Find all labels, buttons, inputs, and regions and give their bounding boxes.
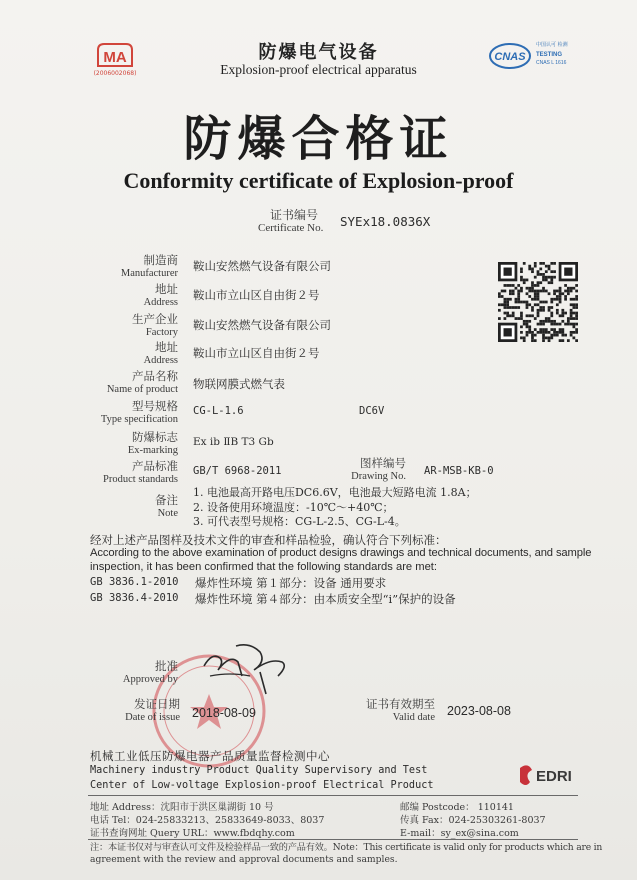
label-product-name: 产品名称 Name of product bbox=[106, 369, 178, 395]
label-product-std: 产品标准 Product standards bbox=[103, 459, 178, 485]
statement-en-1: According to the above examination of product designs drawings and technical documents, and sample bbox=[90, 547, 592, 559]
signature-icon bbox=[190, 632, 300, 698]
label-type-spec: 型号规格 Type specification bbox=[100, 399, 178, 425]
label-ex-marking: 防爆标志 Ex-marking bbox=[127, 430, 178, 456]
cert-no-label-cn: 证书编号 bbox=[270, 208, 319, 222]
cma-mark: MA bbox=[103, 49, 127, 66]
label-manufacturer: 制造商 Manufacturer bbox=[120, 253, 178, 279]
org-name-en-2: Center of Low-voltage Explosion-proof Electrical Product bbox=[90, 780, 434, 791]
header-title-cn: 防爆电气设备 bbox=[258, 42, 379, 63]
issue-date-label: 发证日期 Date of issue bbox=[125, 697, 180, 723]
issue-date-value: 2018-08-09 bbox=[192, 706, 256, 720]
cnas-code: CNAS L 1616 bbox=[536, 60, 567, 66]
value-note bbox=[193, 486, 477, 530]
value-address2: 鞍山市立山区自由街２号 bbox=[193, 346, 320, 360]
cert-no-value: SYEx18.0836X bbox=[340, 214, 431, 229]
contact-tel: 电话 Tel：024-25833213、25833649-8033、8037 bbox=[90, 815, 325, 826]
cnas-mark: CNAS bbox=[494, 51, 526, 63]
value-product-std: GB/T 6968-2011 bbox=[193, 465, 282, 477]
org-name-en-1: Machinery industry Product Quality Supervisory and Test bbox=[90, 765, 428, 776]
value-ex-marking: Ex ib ⅡB T3 Gb bbox=[193, 436, 274, 448]
value-factory: 鞍山安然燃气设备有限公司 bbox=[193, 318, 331, 332]
qr-code-icon bbox=[498, 262, 578, 342]
note-line-2: 2. 设备使用环境温度：-10℃～+40℃； bbox=[193, 500, 394, 514]
note-line-3: 3. 可代表型号规格：CG-L-2.5、CG-L-4。 bbox=[193, 515, 406, 528]
org-name-cn: 机械工业低压防爆电器产品质量监督检测中心 bbox=[90, 749, 330, 763]
statement-cn: 经对上述产品图样及技术文件的审查和样品检验，确认符合下列标准： bbox=[90, 533, 447, 547]
contact-postcode: 邮编 Postcode： 110141 bbox=[400, 802, 514, 813]
title-en: Conformity certificate of Explosion-proof bbox=[123, 168, 514, 193]
header-title-en: Explosion-proof electrical apparatus bbox=[220, 62, 417, 77]
note-line-1: 1. 电池最高开路电压DC6.6V，电池最大短路电流 1.8A； bbox=[193, 486, 477, 499]
footer-note-1: 注：本证书仅对与审查认可文件及检验样品一致的产品有效。Note：This certificate is valid only for products which are in bbox=[90, 842, 603, 853]
statement-en-2: inspection, it has been confirmed that the following standards are met: bbox=[90, 561, 438, 573]
standard-name-2: 爆炸性环境 第４部分：由本质安全型“i”保护的设备 bbox=[195, 592, 456, 606]
approved-label: 批准 Approved by bbox=[122, 659, 178, 685]
contact-address: 地址 Address：沈阳市于洪区巢湖街 10 号 bbox=[90, 802, 274, 813]
value-type-voltage: DC6V bbox=[359, 405, 385, 417]
contact-email: E-mail：sy_ex@sina.com bbox=[400, 828, 519, 839]
value-drawing-no: AR-MSB-KB-0 bbox=[424, 465, 494, 477]
contact-query-url: 证书查询网址 Query URL：www.fbdqhy.com bbox=[90, 828, 295, 839]
label-factory: 生产企业 Factory bbox=[132, 312, 178, 338]
title-cn: 防爆合格证 bbox=[183, 111, 454, 167]
value-address1: 鞍山市立山区自由街２号 bbox=[193, 288, 320, 302]
label-address2: 地址 Address bbox=[143, 340, 178, 366]
valid-date-label: 证书有效期至 Valid date bbox=[366, 697, 435, 723]
standard-name-1: 爆炸性环境 第１部分：设备 通用要求 bbox=[195, 576, 387, 590]
cma-code: (2006002068) bbox=[93, 70, 137, 77]
valid-date-value: 2023-08-08 bbox=[447, 704, 511, 718]
standard-code-2: GB 3836.4-2010 bbox=[90, 592, 179, 604]
cnas-logo-icon bbox=[488, 36, 573, 76]
cnas-testing: TESTING bbox=[536, 52, 563, 58]
value-product-name: 物联网膜式燃气表 bbox=[193, 377, 285, 391]
footer-note-2: agreement with the review and approval documents and samples. bbox=[90, 854, 398, 865]
standard-code-1: GB 3836.1-2010 bbox=[90, 576, 179, 588]
cnas-cn: 中国认可 检测 bbox=[536, 42, 568, 48]
value-type-spec: CG-L-1.6 bbox=[193, 405, 244, 417]
edri-mark: EDRI bbox=[536, 768, 572, 785]
label-note: 备注 Note bbox=[155, 493, 178, 519]
divider-top bbox=[88, 795, 578, 796]
edri-logo-icon bbox=[516, 760, 586, 790]
label-address1: 地址 Address bbox=[143, 282, 178, 308]
cert-no-label-en: Certificate No. bbox=[258, 222, 324, 234]
divider-bottom bbox=[88, 839, 578, 840]
label-drawing-no: 图样编号 Drawing No. bbox=[351, 456, 406, 482]
contact-fax: 传真 Fax：024-25303261-8037 bbox=[400, 815, 546, 826]
value-manufacturer: 鞍山安然燃气设备有限公司 bbox=[193, 259, 331, 273]
